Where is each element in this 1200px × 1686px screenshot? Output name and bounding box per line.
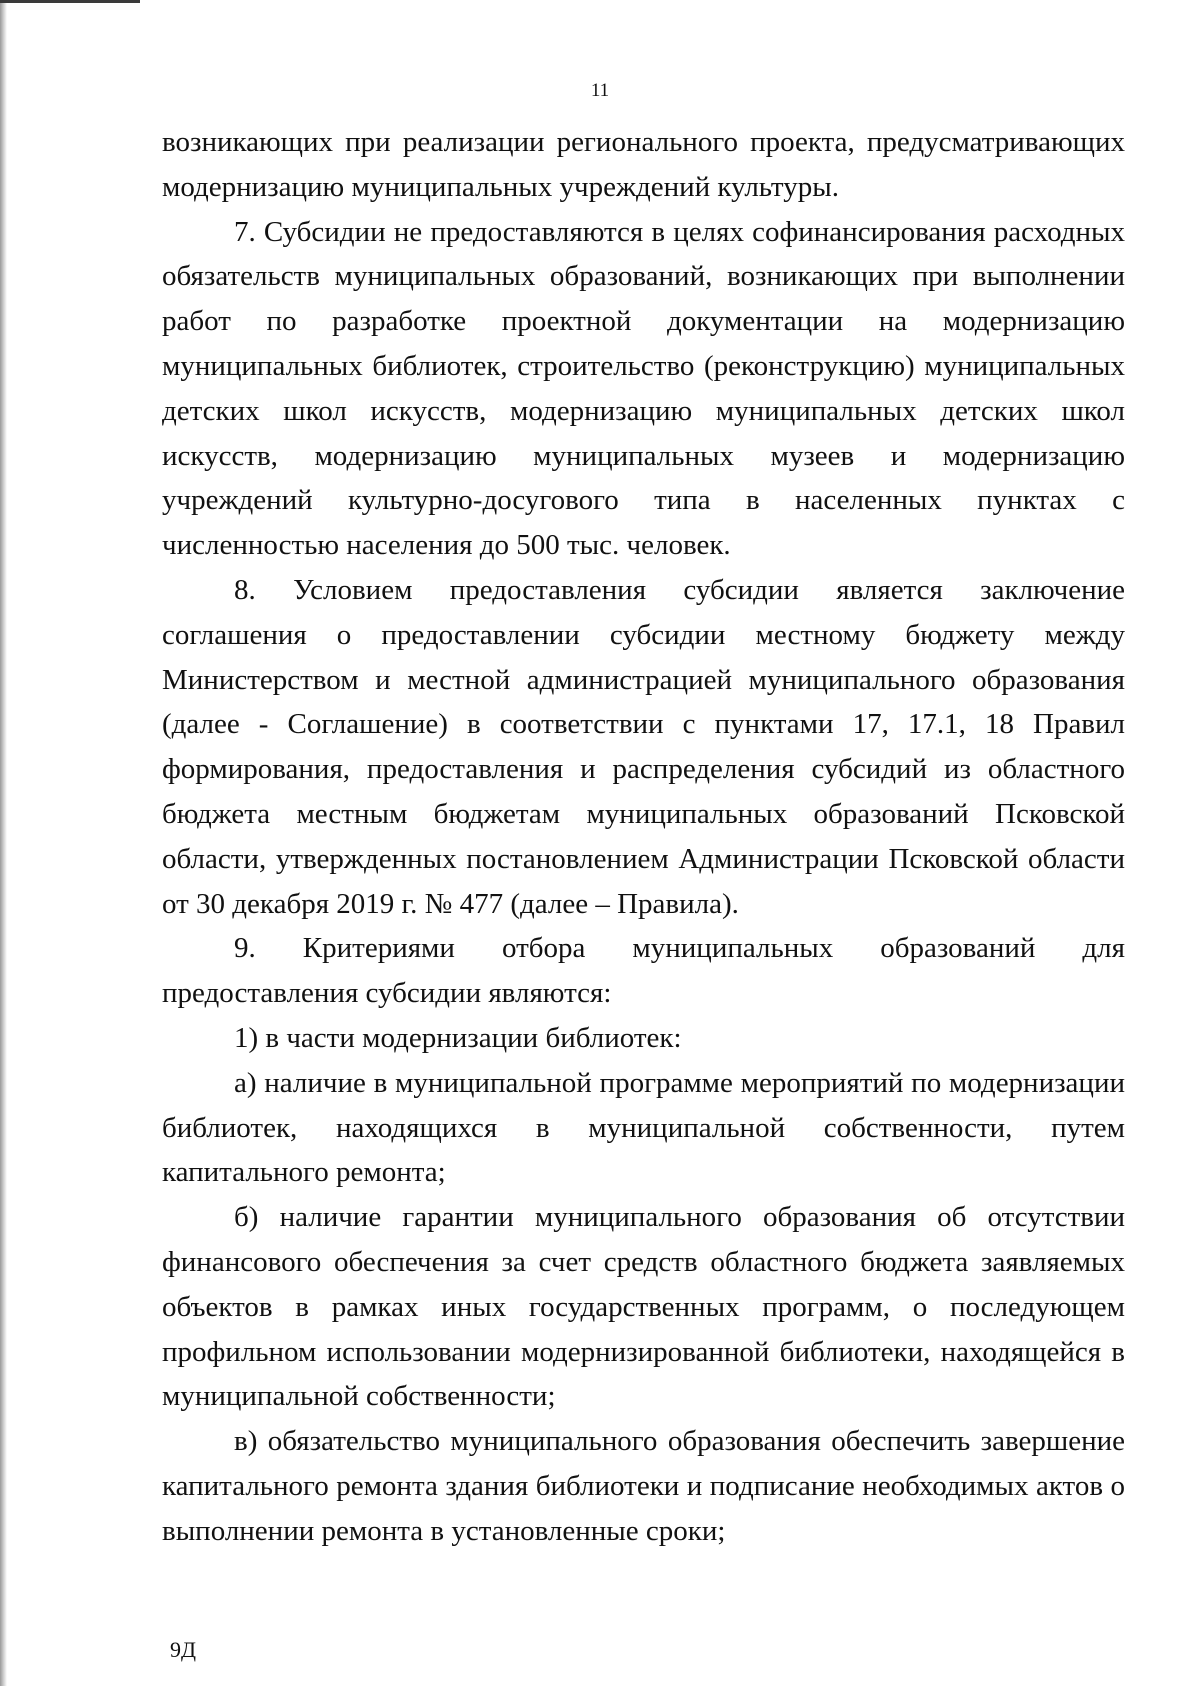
paragraph-9-1-v: в) обязательство муниципального образования обеспечить завершение капитального ремонта здания библиотеки и подписание необходимых актов о выполнении ремонта в установленные сроки;	[162, 1425, 1125, 1547]
paragraph-9-1-a: а) наличие в муниципальной программе мероприятий по модернизации библиотек, находящихся в муниципальной собственности, путем капитального ремонта;	[162, 1066, 1125, 1189]
scan-left-edge	[0, 0, 7, 1686]
paragraph-7: 7. Субсидии не предоставляются в целях софинансирования расходных обязательств муниципальных образований, возникающих при выполнении работ по разработке проектной документации на модернизацию муниципальных библиотек, строительство (реконструкцию) муниципальных детских школ искусств, модернизацию муниципальных детских школ искусств, модернизацию муниципальных музеев и модернизацию учреждений культурно-досугового типа в населенных пунктах с численностью населения до 500 тыс. человек.	[162, 215, 1125, 562]
scan-top-mark	[0, 0, 140, 3]
paragraph-8: 8. Условием предоставления субсидии является заключение соглашения о предоставлении субсидии местному бюджету между Министерством и местной администрацией муниципального образования (далее - Соглашение) в соответствии с пунктами 17, 17.1, 18 Правил формирования, предоставления и распределения субсидий из областного бюджета местным бюджетам муниципальных образований Псковской области, утвержденных постановлением Администрации Псковской области от 30 декабря 2019 г. № 477 (далее – Правила).	[162, 573, 1125, 920]
page-number: 11	[590, 80, 610, 101]
footer-code: 9Д	[170, 1637, 197, 1662]
paragraph-continuation: возникающих при реализации регионального проекта, предусматривающих модернизацию муниципальных учреждений культуры.	[162, 126, 1125, 203]
paragraph-9: 9. Критериями отбора муниципальных образований для предоставления субсидии являются:	[162, 932, 1125, 1010]
paragraph-9-1-b: б) наличие гарантии муниципального образования об отсутствии финансового обеспечения за счет средств областного бюджета заявляемых объектов в рамках иных государственных программ, о последующем профильном использовании модернизированной библиотеки, находящейся в муниципальной собственности;	[162, 1201, 1125, 1413]
document-body	[162, 120, 1125, 1554]
paragraph-9-1: 1) в части модернизации библиотек:	[234, 1021, 682, 1054]
